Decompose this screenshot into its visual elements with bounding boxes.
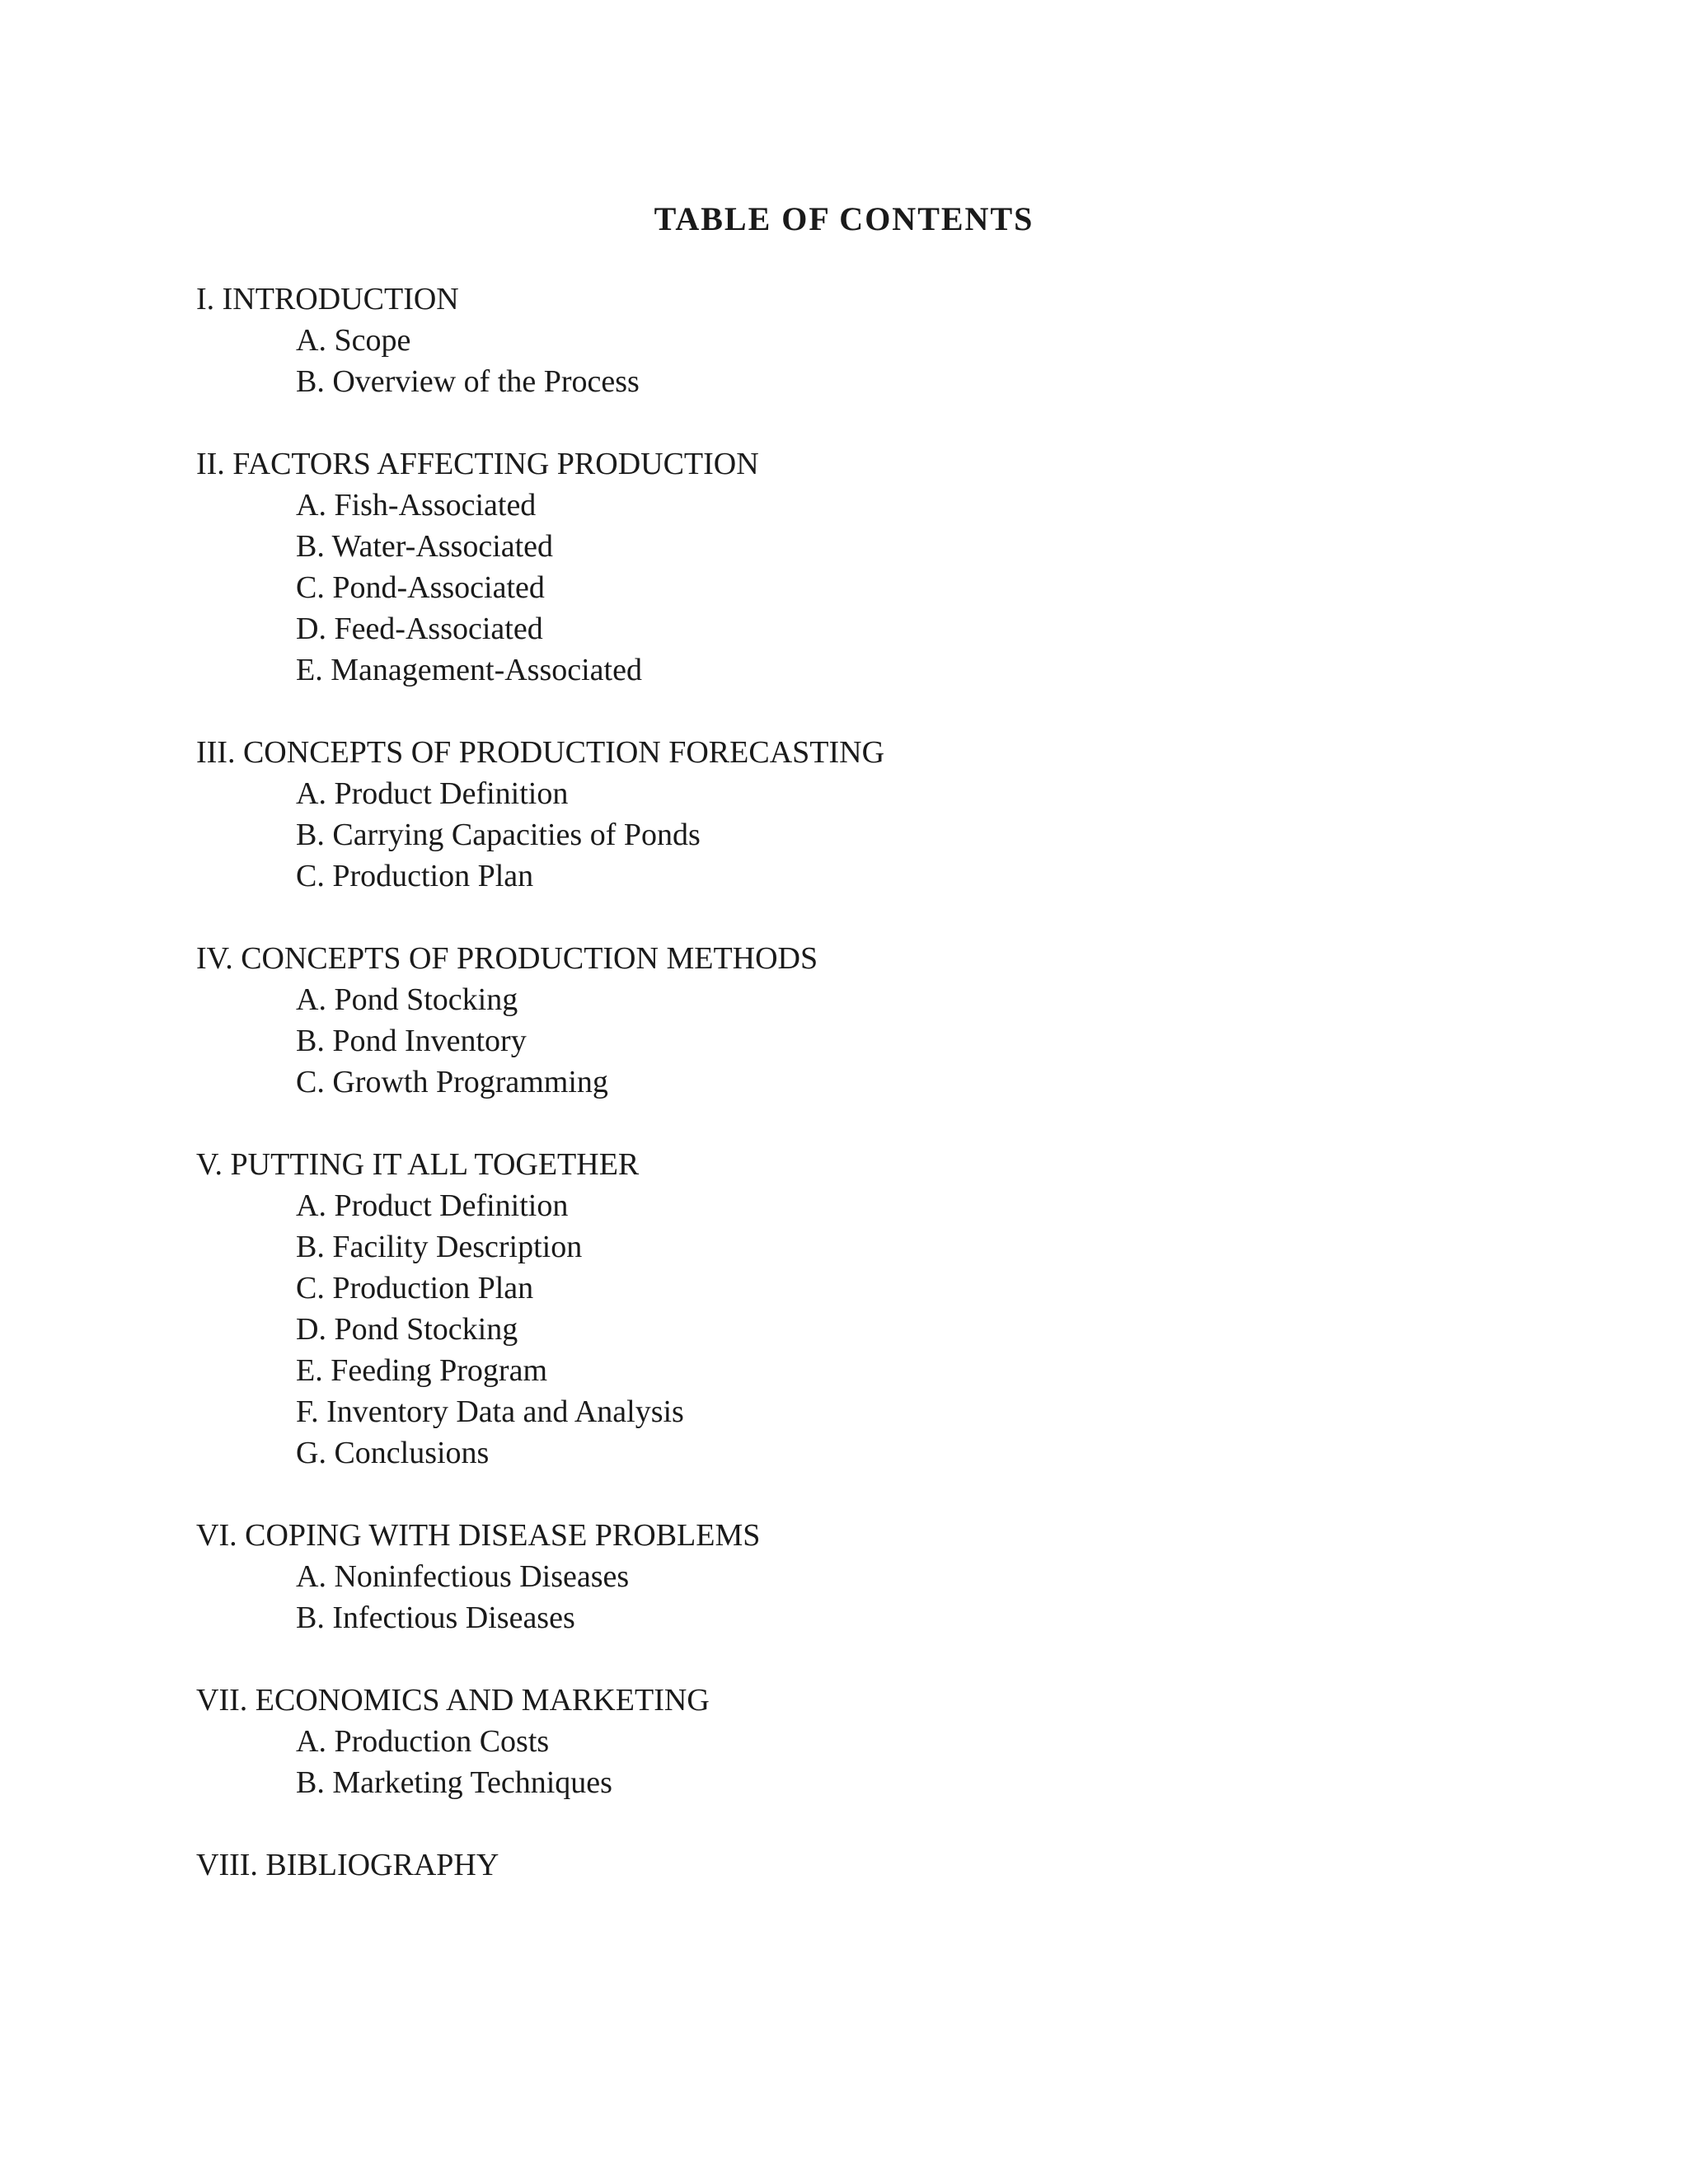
toc-item: B. Marketing Techniques [296, 1765, 612, 1800]
toc-item: E. Feeding Program [296, 1353, 548, 1388]
toc-item: A. Product Definition [296, 1188, 569, 1223]
toc-sub-list [196, 1556, 1515, 1638]
toc-item: E. Management-Associated [296, 653, 642, 687]
toc-item: B. Water-Associated [296, 529, 554, 564]
toc-item: C. Growth Programming [296, 1065, 608, 1099]
toc-item: B. Overview of the Process [296, 364, 640, 399]
toc-section-heading: VI. COPING WITH DISEASE PROBLEMS [196, 1518, 761, 1553]
toc-sub-list [196, 773, 1515, 897]
toc-item: B. Carrying Capacities of Ponds [296, 818, 701, 852]
toc-item: C. Production Plan [296, 1271, 534, 1305]
toc-item: D. Feed-Associated [296, 612, 543, 646]
toc-item: A. Product Definition [296, 776, 569, 811]
toc-section-heading: I. INTRODUCTION [196, 282, 459, 316]
toc-section-factors [196, 443, 1515, 691]
toc-section-heading: VII. ECONOMICS AND MARKETING [196, 1683, 710, 1718]
toc-section-together [196, 1144, 1515, 1474]
toc-item: C. Pond-Associated [296, 570, 545, 605]
page-title: TABLE OF CONTENTS [654, 200, 1034, 237]
toc-section-forecasting [196, 732, 1515, 897]
toc-section-bibliography [196, 1844, 1515, 1886]
toc-section-heading: V. PUTTING IT ALL TOGETHER [196, 1147, 640, 1182]
toc-section-introduction [196, 279, 1515, 402]
toc-sub-list [196, 320, 1515, 402]
toc-item: B. Infectious Diseases [296, 1601, 575, 1635]
toc-item: A. Pond Stocking [296, 982, 518, 1017]
toc-section-heading: II. FACTORS AFFECTING PRODUCTION [196, 447, 759, 481]
toc-item: A. Fish-Associated [296, 488, 537, 523]
toc-section-economics [196, 1680, 1515, 1803]
toc-item: C. Production Plan [296, 859, 534, 893]
toc-section-heading: IV. CONCEPTS OF PRODUCTION METHODS [196, 941, 818, 976]
toc-sub-list [196, 485, 1515, 691]
toc-section-methods [196, 938, 1515, 1103]
toc-section-disease [196, 1515, 1515, 1638]
toc-section-heading: VIII. BIBLIOGRAPHY [196, 1848, 499, 1882]
toc-sub-list [196, 1185, 1515, 1474]
toc-item: A. Scope [296, 323, 411, 358]
toc-sub-list [196, 1721, 1515, 1803]
toc-item: A. Noninfectious Diseases [296, 1559, 630, 1594]
toc-item: A. Production Costs [296, 1724, 550, 1759]
toc-item: D. Pond Stocking [296, 1312, 518, 1347]
table-of-contents [196, 279, 1515, 1927]
toc-item: B. Pond Inventory [296, 1024, 527, 1058]
toc-section-heading: III. CONCEPTS OF PRODUCTION FORECASTING [196, 735, 885, 770]
toc-item: B. Facility Description [296, 1230, 583, 1264]
toc-sub-list [196, 979, 1515, 1103]
toc-item: F. Inventory Data and Analysis [296, 1394, 684, 1429]
toc-item: G. Conclusions [296, 1436, 490, 1470]
